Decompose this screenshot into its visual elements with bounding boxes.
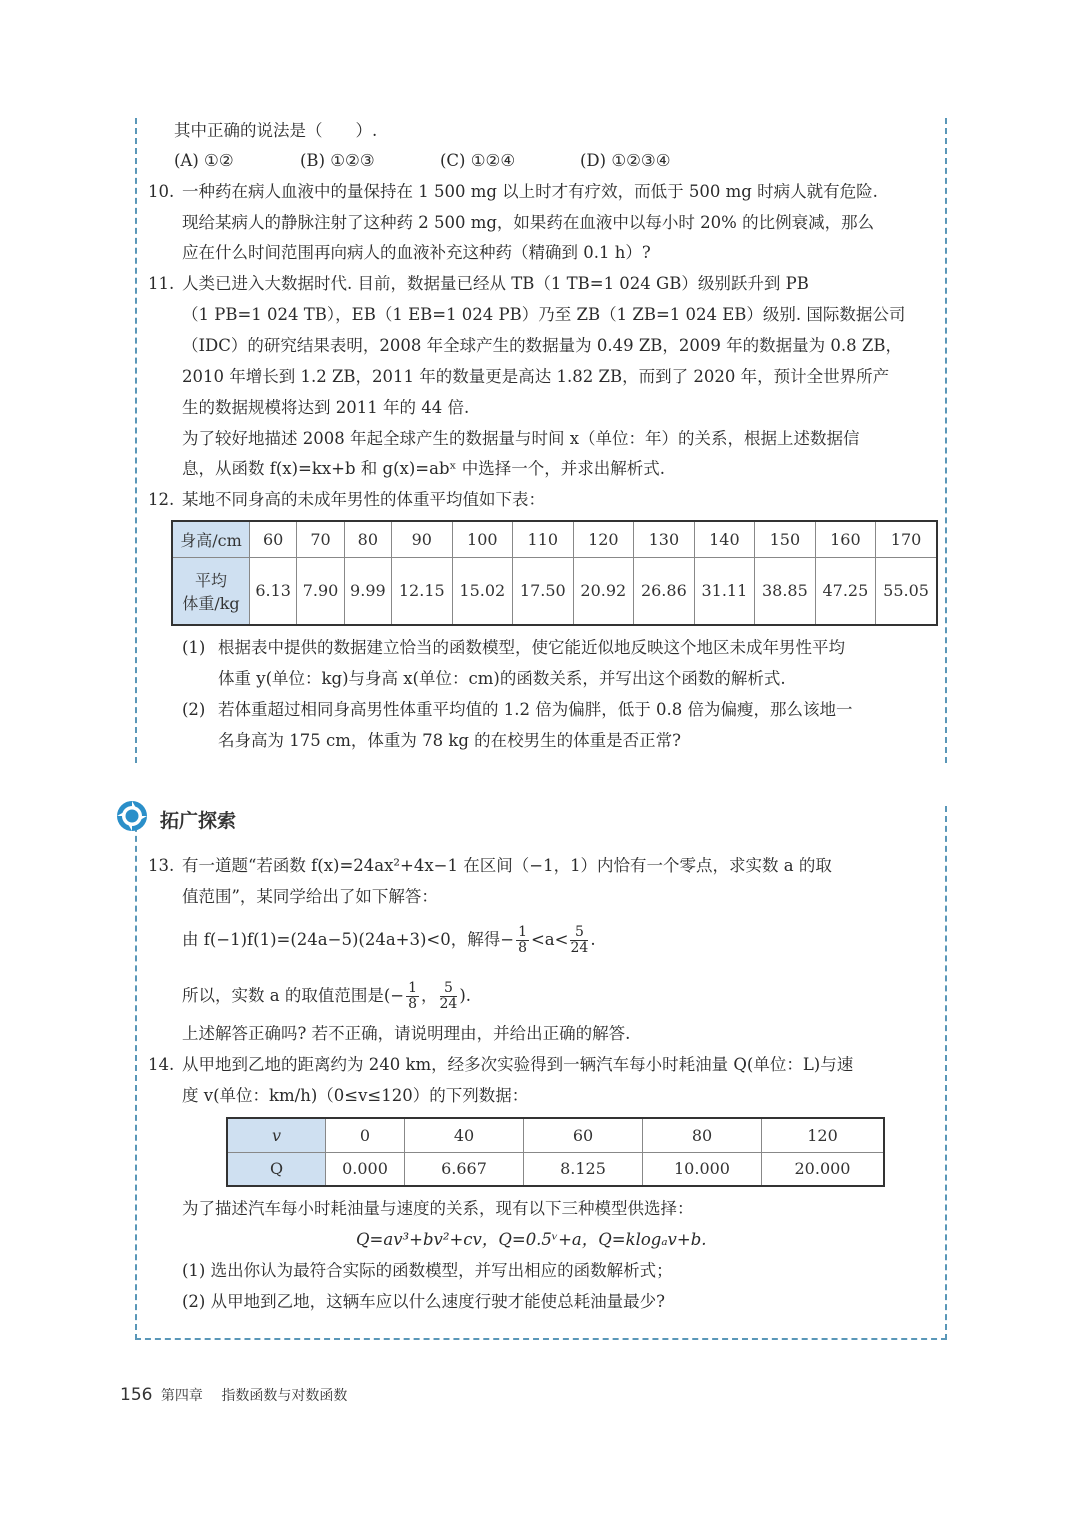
fraction-num: 1	[408, 980, 418, 996]
q10-line: 一种药在病人血液中的量保持在 1 500 mg 以上时才有疗效，而低于 500 mg 时病人就有危险.	[182, 182, 878, 201]
q12-sub1-line: 体重 y(单位：kg)与身高 x(单位：cm)的函数关系，并写出这个函数的解析式.	[218, 669, 786, 688]
table-cell: 31.11	[694, 557, 755, 625]
fraction	[516, 925, 529, 956]
table-cell: 17.50	[513, 557, 574, 625]
table-cell: 80	[344, 521, 391, 557]
q13-number: 13.	[148, 856, 175, 875]
q10-line: 现给某病人的静脉注射了这种药 2 500 mg，如果药在血液中以每小时 20% 的比例衰减，那么	[182, 213, 875, 232]
q12-sub2-line: 名身高为 175 cm，体重为 78 kg 的在校男生的体重是否正常?	[218, 731, 682, 750]
table-cell: 60	[250, 521, 297, 557]
section-title: 拓广探索	[160, 810, 237, 832]
table-cell: 0.000	[326, 1152, 405, 1186]
q14-line: 度 v(单位：km/h)（0≤v≤120）的下列数据：	[182, 1086, 529, 1105]
table-cell: 120	[762, 1118, 885, 1152]
q13-line: 值范围”，某同学给出了如下解答：	[182, 887, 438, 906]
table-cell: 100	[452, 521, 513, 557]
table-cell: 6.667	[405, 1152, 524, 1186]
fraction	[570, 925, 588, 956]
table-cell: 26.86	[634, 557, 695, 625]
table-cell: 80	[643, 1118, 762, 1152]
q12-sub2-line: 若体重超过相同身高男性体重平均值的 1.2 倍为偏胖，低于 0.8 倍为偏瘦，那么该地一	[218, 700, 853, 719]
q13-line: 上述解答正确吗? 若不正确，请说明理由，并给出正确的解答.	[182, 1024, 631, 1043]
q9-option-c: (C) ①②④	[440, 151, 516, 170]
q14-sub1: (1) 选出你认为最符合实际的函数模型，并写出相应的函数解析式；	[182, 1261, 673, 1280]
chapter-title: 指数函数与对数函数	[221, 1388, 348, 1404]
table-cell: 160	[815, 521, 876, 557]
table-cell: 60	[524, 1118, 643, 1152]
fraction-num: 5	[440, 981, 458, 997]
q13-solution-text: <a<	[530, 930, 569, 949]
table-cell: 7.90	[297, 557, 344, 625]
fraction-den: 8	[518, 940, 527, 956]
q14-line: 从甲地到乙地的距离约为 240 km，经多次实验得到一辆汽车每小时耗油量 Q(单位：L)与速	[182, 1055, 854, 1074]
table-cell: 15.02	[452, 557, 513, 625]
height-weight-table	[171, 520, 938, 626]
q13-conclusion-line	[182, 981, 471, 1012]
q14-models-formula: Q=av³+bv²+cv，Q=0.5ᵛ+a，Q=klogₐv+b.	[356, 1230, 707, 1249]
fraction-den: 8	[408, 996, 418, 1012]
table-cell: 8.125	[524, 1152, 643, 1186]
q9-option-d: (D) ①②③④	[580, 151, 671, 170]
table-header-height: 身高/cm	[172, 521, 250, 557]
q11-line: （IDC）的研究结果表明，2008 年全球产生的数据量为 0.49 ZB，2009 年的数据量为 0.8 ZB，	[182, 336, 902, 355]
table-cell: 110	[513, 521, 574, 557]
q13-solution-line	[182, 925, 596, 956]
table-cell: 140	[694, 521, 755, 557]
table-header-weight	[172, 557, 250, 625]
q14-number: 14.	[148, 1055, 175, 1074]
q10-number: 10.	[148, 182, 175, 201]
table-cell: 20.92	[573, 557, 634, 625]
fuel-consumption-table	[226, 1117, 885, 1187]
q13-solution-text: .	[590, 930, 596, 949]
q13-conclusion-text: 所以，实数 a 的取值范围是(−	[182, 986, 405, 1005]
q11-line: 生的数据规模将达到 2011 年的 44 倍.	[182, 398, 470, 417]
q11-line: 人类已进入大数据时代. 目前，数据量已经从 TB（1 TB=1 024 GB）级别跃升到 PB	[182, 274, 809, 293]
q13-solution-text: 由 f(−1)f(1)=(24a−5)(24a+3)<0，解得−	[182, 930, 515, 949]
weight-header-line2: 体重/kg	[182, 593, 240, 613]
q12-sub2-label: (2)	[182, 700, 206, 719]
table-cell: 6.13	[250, 557, 297, 625]
q14-sub2: (2) 从甲地到乙地，这辆车应以什么速度行驶才能使总耗油量最少?	[182, 1292, 665, 1311]
table-header-q: Q	[227, 1152, 326, 1186]
table-cell: 120	[573, 521, 634, 557]
weight-header-line1: 平均	[194, 570, 227, 590]
chapter-label: 第四章	[160, 1388, 203, 1404]
fraction-den: 24	[439, 996, 458, 1012]
q13-conclusion-text: ).	[459, 986, 472, 1005]
table-cell: 40	[405, 1118, 524, 1152]
fraction-num: 1	[518, 924, 527, 940]
explore-icon	[116, 800, 148, 832]
table-cell: 170	[876, 521, 937, 557]
table-cell: 38.85	[755, 557, 816, 625]
q9-option-a: (A) ①②	[174, 151, 234, 170]
q12-intro: 某地不同身高的未成年男性的体重平均值如下表：	[182, 490, 545, 509]
page-footer	[120, 1385, 347, 1405]
table-cell: 10.000	[643, 1152, 762, 1186]
table-cell: 20.000	[762, 1152, 885, 1186]
q10-line: 应在什么时间范围再向病人的血液补充这种药（精确到 0.1 h）?	[182, 243, 651, 262]
fraction	[406, 981, 419, 1012]
fraction	[440, 981, 458, 1012]
page-number: 156	[120, 1385, 153, 1405]
table-cell: 12.15	[392, 557, 453, 625]
q12-sub1-label: (1)	[182, 638, 206, 657]
q12-number: 12.	[148, 490, 175, 509]
table-header-v: v	[227, 1118, 326, 1152]
table-cell: 90	[392, 521, 453, 557]
table-cell: 130	[634, 521, 695, 557]
table-cell: 47.25	[815, 557, 876, 625]
q12-sub1-line: 根据表中提供的数据建立恰当的函数模型，使它能近似地反映这个地区未成年男性平均	[218, 638, 845, 657]
q14-models-intro: 为了描述汽车每小时耗油量与速度的关系，现有以下三种模型供选择：	[182, 1199, 694, 1218]
q11-line: 息，从函数 f(x)=kx+b 和 g(x)=abˣ 中选择一个，并求出解析式.	[182, 459, 665, 478]
q11-line: （1 PB=1 024 TB），EB（1 EB=1 024 PB）乃至 ZB（1 ZB=1 024 EB）级别. 国际数据公司	[182, 305, 906, 324]
q9-option-b: (B) ①②③	[300, 151, 375, 170]
table-cell: 70	[297, 521, 344, 557]
table-cell: 150	[755, 521, 816, 557]
q9-prompt: 其中正确的说法是（ ）.	[174, 121, 378, 140]
table-cell: 9.99	[344, 557, 391, 625]
fraction-num: 5	[570, 925, 588, 941]
q11-line: 为了较好地描述 2008 年起全球产生的数据量与时间 x（单位：年）的关系，根据上述数据信	[182, 429, 860, 448]
q11-line: 2010 年增长到 1.2 ZB，2011 年的数量更是高达 1.82 ZB，而到了 2020 年，预计全世界所产	[182, 367, 890, 386]
q13-conclusion-text: ，	[421, 986, 438, 1005]
table-cell: 55.05	[876, 557, 937, 625]
fraction-den: 24	[570, 940, 589, 956]
q13-line: 有一道题“若函数 f(x)=24ax²+4x−1 在区间（−1，1）内恰有一个零点，求实数 a 的取	[182, 856, 832, 875]
q11-number: 11.	[148, 274, 175, 293]
table-cell: 0	[326, 1118, 405, 1152]
